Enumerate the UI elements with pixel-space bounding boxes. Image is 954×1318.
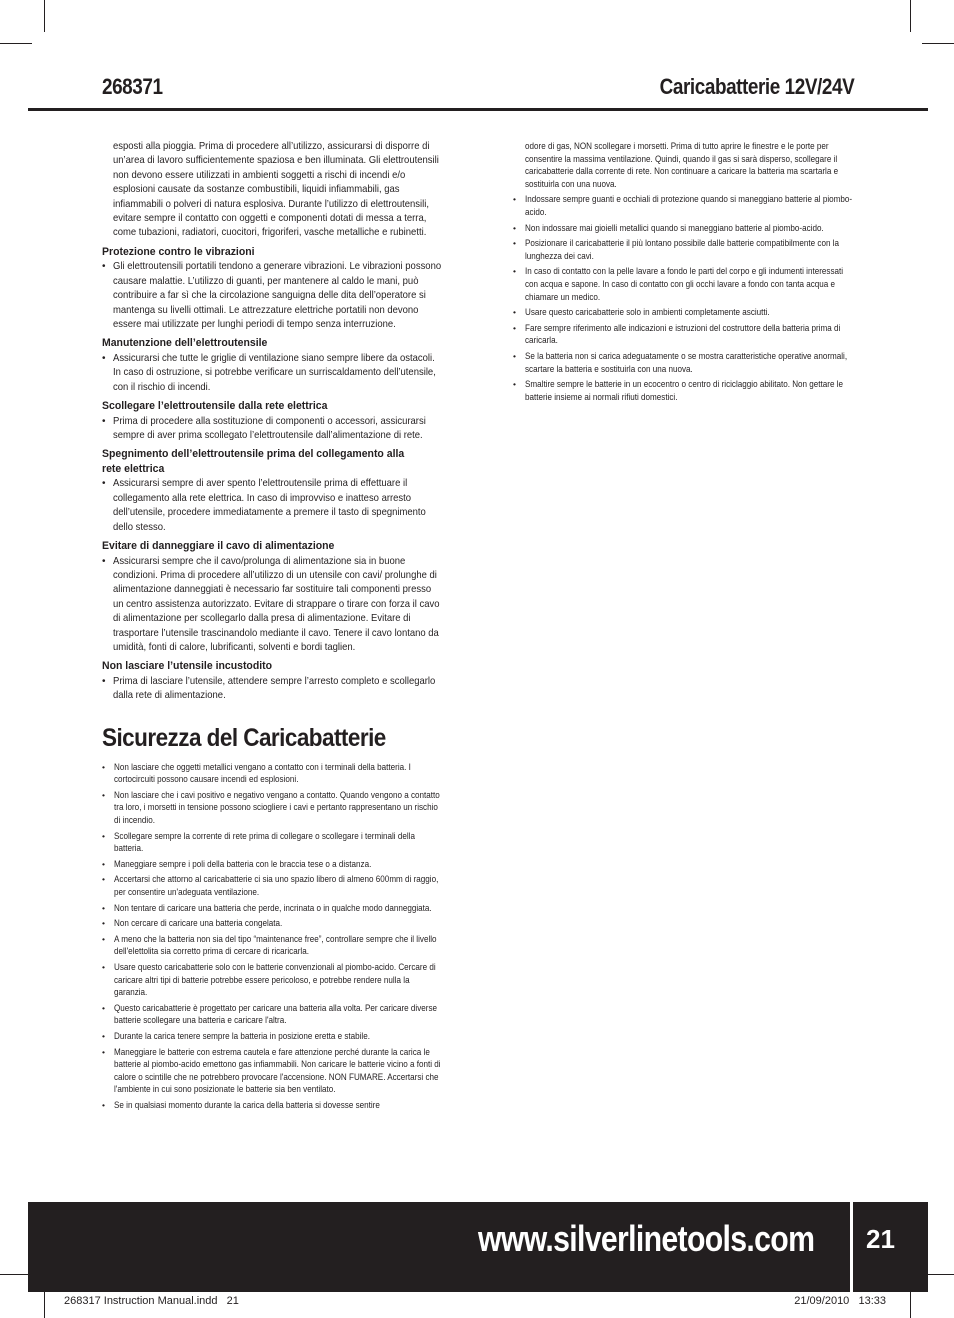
list-item: • Non tentare di caricare una batteria che perde, incrinata o in qualche modo danneggiata. — [102, 902, 444, 915]
bullet-list — [102, 352, 444, 395]
safety-list — [102, 761, 444, 1112]
bullet-list — [102, 415, 444, 444]
list-item: • Fare sempre riferimento alle indicazioni e istruzioni del costruttore della batteria prima di caricarla. — [513, 322, 855, 347]
list-item: • Usare questo caricabatterie solo in ambienti completamente asciutti. — [513, 306, 855, 319]
continuation-paragraph: odore di gas, NON scollegare i morsetti. Prima di tutto aprire le finestre e le porte per consentire la massima ventilazione. Quindi, quando il gas si sarà disperso, scollegare il caricabatterie dalla corrente di rete. Non continuare a caricare la batteria ma scartarla e sostituirla con una nuova. — [525, 141, 839, 189]
section-heading: Evitare di danneggiare il cavo di alimentazione — [102, 540, 335, 553]
bullet-list — [102, 555, 444, 656]
list-item: • Durante la carica tenere sempre la batteria in posizione eretta e stabile. — [102, 1030, 444, 1043]
bullet-list — [102, 477, 444, 535]
section-heading: Scollegare l’elettroutensile dalla rete elettrica — [102, 400, 328, 413]
bullet-list — [102, 260, 444, 332]
list-item: • Gli elettroutensili portatili tendono a generare vibrazioni. Le vibrazioni possono causare malattie. L’utilizzo di guanti, per mantenere al caldo le mani, può contribuire a far sì che la circolazione sanguigna delle dita dell’operatore si mantenga su livelli ottimali. Le attrezzature elettriche portatili non devono essere mai utilizzate per lunghi periodi di tempo senza interruzione. — [102, 260, 444, 332]
product-title: Caricabatterie 12V/24V — [659, 74, 854, 99]
list-item: • Non lasciare che oggetti metallici vengano a contatto con i terminali della batteria. I cortocircuiti possono causare incendi ed esplosioni. — [102, 761, 444, 786]
list-item: • Non cercare di caricare una batteria congelata. — [102, 917, 444, 930]
list-item: • Assicurarsi che tutte le griglie di ventilazione siano sempre libere da ostacoli. In caso di ostruzione, si potrebbe verificare un surriscaldamento dell’utensile, con il rischio di incendi. — [102, 352, 444, 395]
list-item: • Non lasciare che i cavi positivo e negativo vengano a contatto. Quando vengono a contatto tra loro, i morsetti in tensione possono sciogliere i cavi e pertanto rappresentano un rischio di incendio. — [102, 789, 444, 827]
crop-mark — [44, 0, 45, 32]
list-item: • Prima di lasciare l’utensile, attendere sempre l’arresto completo e scollegarlo dalla rete di alimentazione. — [102, 675, 444, 704]
section-heading: Non lasciare l’utensile incustodito — [102, 660, 273, 673]
header-rule — [28, 108, 928, 111]
list-item: • Prima di procedere alla sostituzione di componenti o accessori, assicurarsi sempre di aver prima scollegato l’elettroutensile dall’alimentazione di rete. — [102, 415, 444, 444]
section-heading: Spegnimento dell’elettroutensile prima del collegamento alla rete elettrica — [102, 448, 405, 475]
crop-mark — [922, 43, 954, 44]
page-number: 21 — [866, 1224, 895, 1254]
right-column — [513, 140, 855, 406]
section-heading: Manutenzione dell’elettroutensile — [102, 337, 268, 350]
bullet-list — [102, 675, 444, 704]
list-item: • Scollegare sempre la corrente di rete prima di collegare o scollegare i terminali della batteria. — [102, 830, 444, 855]
list-item: • Se in qualsiasi momento durante la carica della batteria si dovesse sentire — [102, 1099, 444, 1112]
crop-mark — [910, 0, 911, 32]
print-slug-file: 268317 Instruction Manual.indd 21 — [60, 1295, 243, 1307]
list-item: • In caso di contatto con la pelle lavare a fondo le parti del corpo e gli indumenti interessati con acqua e sapone. In caso di contatto con gli occhi lavare a fondo con tanta acqua e chiamare un medico. — [513, 265, 855, 303]
list-item: • Accertarsi che attorno al caricabatterie ci sia uno spazio libero di almeno 600mm di raggio, per consentire un'adeguata ventilazione. — [102, 873, 444, 898]
safety-heading: Sicurezza del Caricabatterie — [102, 723, 386, 752]
list-item: • Questo caricabatterie è progettato per caricare una batteria alla volta. Per caricare diverse batterie scollegare una batteria e caricare l'altra. — [102, 1002, 444, 1027]
list-item: • Assicurarsi sempre di aver spento l’elettroutensile prima di effettuare il collegamento alla rete elettrica. In caso di improvviso e inatteso arresto dell’utensile, procedere immediatamente a premere il tasto di spegnimento dello stesso. — [102, 477, 444, 535]
list-item: • Posizionare il caricabatterie il più lontano possibile dalle batterie compatibilmente con la lunghezza dei cavi. — [513, 237, 855, 262]
list-item: • A meno che la batteria non sia del tipo “maintenance free”, controllare sempre che il livello dell'elettolita sia corretto prima di cercare di ricaricarla. — [102, 933, 444, 958]
intro-paragraph: esposti alla pioggia. Prima di procedere all’utilizzo, assicurarsi di disporre di un’area di lavoro sufficientemente spaziosa e ben illuminata. Gli elettroutensili non devono essere utilizzati in ambienti soggetti a rischi di incendi e/o esplosioni causate da sostanze combustibili, liquidi infiammabili, gas infiammabili o polveri di natura esplosiva. Durante l’utilizzo di elettroutensili, evitare sempre il contatto con oggetti e componenti dotati di messa a terra, come tubazioni, radiatori, cuocitori, frigoriferi, vasche metalliche e rubinetti. — [113, 141, 439, 239]
list-item: • Se la batteria non si carica adeguatamente o se mostra caratteristiche operative anormali, scartare la batteria e sostituirla con una nuova. — [513, 350, 855, 375]
list-item: • Maneggiare sempre i poli della batteria con le braccia tese o a distanza. — [102, 858, 444, 871]
list-item: • Indossare sempre guanti e occhiali di protezione quando si maneggiano batterie al piombo-acido. — [513, 193, 855, 218]
list-item: • Smaltire sempre le batterie in un ecocentro o centro di riciclaggio abilitato. Non gettare le batterie insieme ai normali rifiuti domestici. — [513, 378, 855, 403]
footer-divider — [850, 1202, 853, 1292]
model-number: 268371 — [102, 74, 163, 99]
safety-list-continued — [513, 193, 855, 403]
list-item: • Non indossare mai gioielli metallici quando si maneggiano batterie al piombo-acido. — [513, 222, 855, 235]
list-item: • Maneggiare le batterie con estrema cautela e fare attenzione perché durante la carica le batterie al piombo-acido emettono gas infiammabili. Non caricare le batterie vicino a fonti di calore o scintille che ne potrebbero provocare l'accensione. NON FUMARE. Accertarsi che l'ambiente in cui sono posizionate le batterie sia ben ventilato. — [102, 1046, 444, 1096]
list-item: • Usare questo caricabatterie solo con le batterie convenzionali al piombo-acido. Cercare di caricare altri tipi di batterie potrebbe essere pericoloso, e potrebbe rendere nulla la garanzia. — [102, 961, 444, 999]
crop-mark — [0, 43, 32, 44]
list-item: • Assicurarsi sempre che il cavo/prolunga di alimentazione sia in buone condizioni. Prima di procedere all’utilizzo di un utensile con cavi/ prolunghe di alimentazione danneggiati è necessario far sostituire tali componenti presso un centro assistenza autorizzato. Evitare di strappare o tirare con forza il cavo di alimentazione per scollegarlo dalla presa di alimentazione. Evitare di trasportare l’utensile trascinandolo mediante il cavo. Tenere il cavo lontano da umidità, fonti di calore, lubrificanti, solventi e bordi taglien. — [102, 555, 444, 656]
print-slug-date: 21/09/2010 13:33 — [790, 1295, 890, 1307]
section-heading: Protezione contro le vibrazioni — [102, 245, 255, 258]
website-url: www.silverlinetools.com — [478, 1218, 815, 1259]
left-column — [102, 140, 444, 1115]
